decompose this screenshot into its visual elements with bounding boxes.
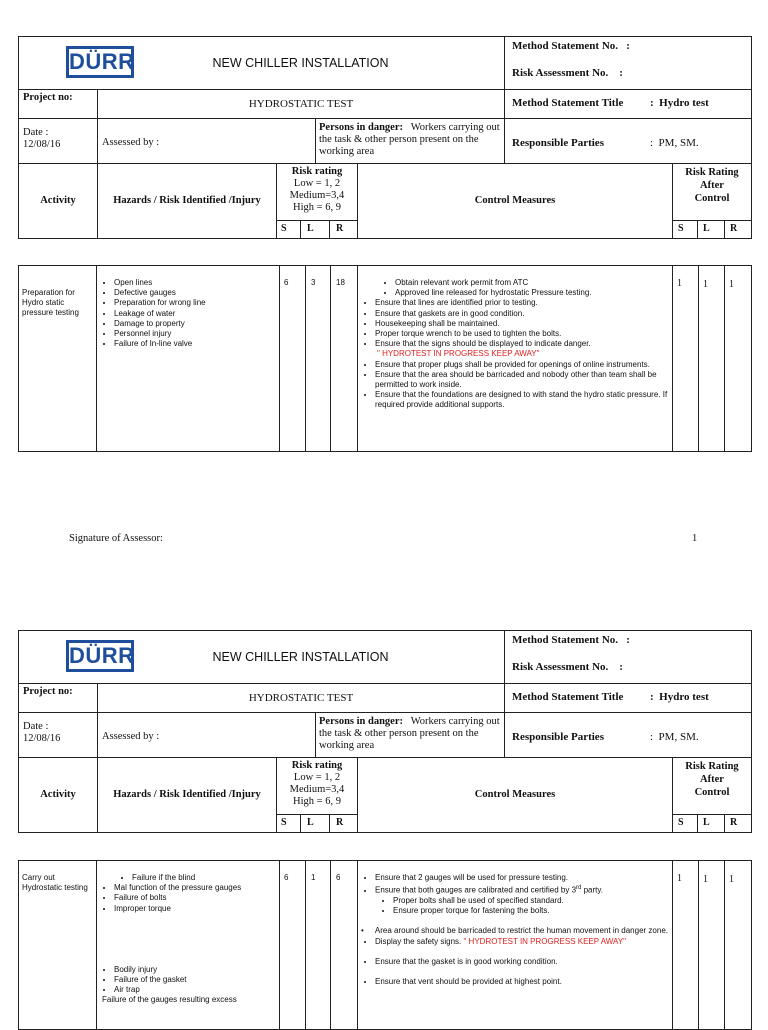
col-control-measures: Control Measures: [357, 163, 673, 239]
list-item: • Failure if the blind: [132, 873, 276, 883]
risk-high: High = 6, 9: [293, 202, 341, 213]
date-label: Date :: [23, 127, 49, 138]
durr-logo-2: DÜRR: [66, 640, 134, 672]
col-s-2: S: [276, 814, 301, 833]
list-item: • Failure of the gasket: [114, 975, 276, 985]
row2-control-list-sup: [361, 883, 669, 896]
risk-after-3: Control: [694, 193, 730, 204]
document-title: NEW CHILLER INSTALLATION: [97, 36, 505, 90]
risk-after-3-2: Control: [694, 787, 730, 798]
list-item: • Damage to property: [114, 319, 276, 329]
col-risk-after-2: [672, 757, 752, 815]
responsible-value: : PM, SM.: [650, 137, 699, 149]
col-risk-rating-2: [276, 757, 358, 815]
list-item: • Failure of In-line valve: [114, 339, 276, 349]
col-r-2: R: [329, 814, 358, 833]
col-activity-2: Activity: [18, 757, 98, 833]
row2-control-spacer-3: [361, 967, 669, 977]
persons-in-danger-cell-2: [315, 712, 505, 758]
risk-after-2: After: [700, 180, 724, 191]
list-item: [375, 883, 669, 896]
control-sup-suffix: party.: [581, 885, 604, 895]
risk-after-1: Risk Rating: [685, 167, 739, 178]
durr-logo: DÜRR: [66, 46, 134, 78]
col-after-l-2: L: [697, 814, 725, 833]
row2-hazard-tail: Failure of the gauges resulting excess: [102, 995, 237, 1005]
row2-hazards: [96, 860, 280, 1030]
persons-in-danger-label: Persons in danger:: [319, 122, 403, 133]
row1-control-list-after: [361, 360, 669, 411]
row2-activity: Carry out Hydrostatic testing: [18, 860, 97, 1030]
responsible-label-2: Responsible Parties: [512, 731, 604, 743]
risk-medium: Medium=3,4: [289, 190, 345, 201]
col-l: L: [300, 220, 330, 239]
row2-after-r: 1: [724, 860, 752, 1030]
page-number: 1: [692, 533, 698, 544]
list-item: • Preparation for wrong line: [114, 298, 276, 308]
list-item: • Mal function of the pressure gauges: [114, 883, 276, 893]
row2-hazard-list: [100, 883, 276, 914]
list-item: • Area around should be barricaded to restrict the human movement in danger zone.: [361, 926, 668, 936]
col-s: S: [276, 220, 301, 239]
risk-rating-label-2: Risk rating: [291, 760, 343, 771]
persons-in-danger-label-2: Persons in danger:: [319, 716, 403, 727]
signature-of-assessor: Signature of Assessor:: [69, 533, 163, 544]
project-no-label: Project no:: [18, 89, 98, 119]
row2-control-gasket-list: [361, 957, 669, 967]
row2-l: 1: [305, 860, 331, 1030]
row2-control-sub-list: [361, 896, 669, 916]
row1-control-list-indented: [361, 278, 669, 298]
row1-after-s: 1: [672, 265, 699, 452]
risk-low: Low = 1, 2: [293, 178, 341, 189]
list-item: • Housekeeping shall be maintained.: [375, 319, 669, 329]
risk-after-1-2: Risk Rating: [685, 761, 739, 772]
col-hazards-2: Hazards / Risk Identified /Injury: [97, 757, 277, 833]
col-risk-rating: [276, 163, 358, 221]
list-item: • Ensure that the gasket is in good working condition.: [375, 957, 669, 967]
assessed-by-label-2: Assessed by :: [97, 712, 316, 758]
list-item: • Failure of bolts: [114, 893, 276, 903]
date-cell: [18, 118, 98, 164]
list-item: • Obtain relevant work permit from ATC: [395, 278, 669, 288]
row1-control-measures: [357, 265, 673, 452]
assessed-by-label: Assessed by :: [97, 118, 316, 164]
risk-assessment-no-label: Risk Assessment No. :: [512, 67, 623, 79]
list-item: • Ensure that the area should be barricaded and nobody other than team shall be permitted to work inside.: [375, 370, 669, 390]
row1-after-r: 1: [724, 265, 752, 452]
ms-title-label: Method Statement Title: [512, 97, 624, 109]
list-item: • Ensure that gaskets are in good condition.: [375, 309, 669, 319]
test-title: HYDROSTATIC TEST: [97, 89, 505, 119]
row2-s: 6: [279, 860, 306, 1030]
list-item: • Approved line released for hydrostatic Pressure testing.: [395, 288, 669, 298]
control-sup-prefix: Ensure that both gauges are calibrated and certified by 3: [375, 885, 577, 895]
date-label-2: Date :: [23, 721, 49, 732]
row2-after-l: 1: [698, 860, 725, 1030]
list-item: • Air trap: [114, 985, 276, 995]
date-value: 12/08/16: [23, 139, 61, 150]
row2-control-area-list: [361, 926, 669, 936]
document-title-2: NEW CHILLER INSTALLATION: [97, 630, 505, 684]
list-item: • Ensure that 2 gauges will be used for pressure testing.: [375, 873, 669, 883]
col-l-2: L: [300, 814, 330, 833]
ms-title-value-2: : Hydro test: [650, 691, 709, 703]
method-statement-no-label: Method Statement No. :: [512, 40, 630, 52]
control-sup: rd: [576, 885, 582, 892]
list-item: • Personnel injury: [114, 329, 276, 339]
row2-hazard-list-2: [100, 965, 276, 996]
list-item: • Ensure that the foundations are designed to with stand the hydro static pressure. If required provide additional supports.: [375, 390, 669, 410]
col-after-s: S: [672, 220, 698, 239]
persons-in-danger-cell: [315, 118, 505, 164]
control-area-text: Area around should be barricaded to restrict the human movement in danger zone.: [374, 926, 668, 936]
date-value-2: 12/08/16: [23, 733, 61, 744]
list-item: • Proper torque wrench to be used to tighten the bolts.: [375, 329, 669, 339]
row2-control-vent-list: [361, 977, 669, 987]
list-item: • Bodily injury: [114, 965, 276, 975]
col-r: R: [329, 220, 358, 239]
risk-low-2: Low = 1, 2: [293, 772, 341, 783]
row1-r: 18: [330, 265, 358, 452]
row2-after-s: 1: [672, 860, 699, 1030]
list-item: • Ensure that vent should be provided at highest point.: [375, 977, 669, 987]
list-item: • Ensure that proper plugs shall be provided for openings of online instruments.: [375, 360, 669, 370]
col-hazards: Hazards / Risk Identified /Injury: [97, 163, 277, 239]
list-item: • Open lines: [114, 278, 276, 288]
col-risk-after: [672, 163, 752, 221]
row2-control-measures: [357, 860, 673, 1030]
test-title-2: HYDROSTATIC TEST: [97, 683, 505, 713]
list-item: • Ensure that the signs should be displayed to indicate danger.: [375, 339, 669, 349]
col-after-r-2: R: [724, 814, 752, 833]
risk-rating-label: Risk rating: [291, 166, 343, 177]
responsible-value-2: : PM, SM.: [650, 731, 699, 743]
row2-hazard-spacer: [100, 914, 276, 965]
list-item: • Proper bolts shall be used of specified standard.: [393, 896, 669, 906]
row1-activity: Preparation for Hydro static pressure testing: [18, 265, 97, 452]
responsible-label: Responsible Parties: [512, 137, 604, 149]
risk-medium-2: Medium=3,4: [289, 784, 345, 795]
ms-title-value: : Hydro test: [650, 97, 709, 109]
row1-s: 6: [279, 265, 306, 452]
list-item: • Ensure that lines are identified prior to testing.: [375, 298, 669, 308]
control-sign-text: Display the safety signs.: [375, 936, 464, 946]
row2-warning-text: " HYDROTEST IN PROGRESS KEEP AWAY": [463, 936, 626, 946]
project-no-label-2: Project no:: [18, 683, 98, 713]
col-after-r: R: [724, 220, 752, 239]
list-item: • Ensure proper torque for fastening the bolts.: [393, 906, 669, 916]
col-after-l: L: [697, 220, 725, 239]
row1-l: 3: [305, 265, 331, 452]
row2-hazard-list-indented: [100, 873, 276, 883]
col-after-s-2: S: [672, 814, 698, 833]
date-cell-2: [18, 712, 98, 758]
row2-control-spacer: [361, 916, 669, 926]
row2-control-list: [361, 873, 669, 883]
row2-r: 6: [330, 860, 358, 1030]
col-activity: Activity: [18, 163, 98, 239]
row2-control-spacer-2: [361, 947, 669, 957]
persons-in-danger-text-2: Workers carrying out the task & other person present on the working area: [319, 716, 500, 751]
list-item: • Defective gauges: [114, 288, 276, 298]
method-statement-no-label-2: Method Statement No. :: [512, 634, 630, 646]
col-control-measures-2: Control Measures: [357, 757, 673, 833]
row1-control-list: [361, 298, 669, 349]
list-item: • Leakage of water: [114, 309, 276, 319]
row1-hazard-list: [100, 278, 276, 349]
list-item: • Improper torque: [114, 904, 276, 914]
ms-title-label-2: Method Statement Title: [512, 691, 624, 703]
row1-hazards: [96, 265, 280, 452]
persons-in-danger-text: Workers carrying out the task & other person present on the working area: [319, 122, 500, 157]
row1-after-l: 1: [698, 265, 725, 452]
risk-high-2: High = 6, 9: [293, 796, 341, 807]
row2-control-sign-list: [361, 937, 669, 947]
risk-assessment-no-label-2: Risk Assessment No. :: [512, 661, 623, 673]
list-item: [375, 937, 669, 947]
row1-warning-text: " HYDROTEST IN PROGRESS KEEP AWAY": [377, 349, 540, 359]
risk-after-2-2: After: [700, 774, 724, 785]
